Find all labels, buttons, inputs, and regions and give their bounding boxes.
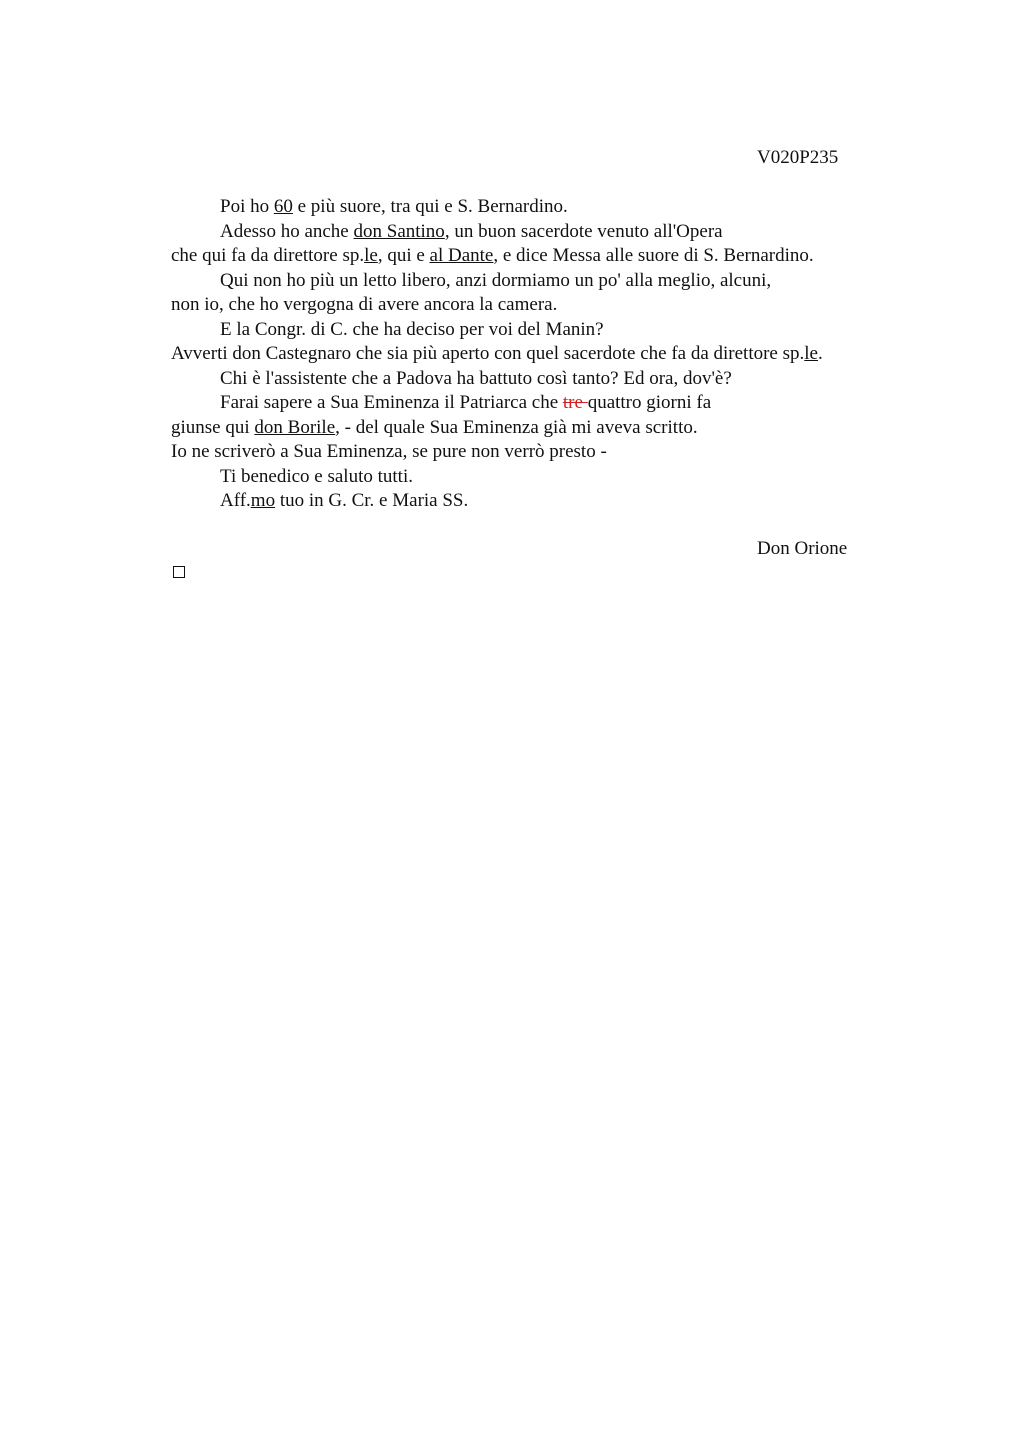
text-segment: E la Congr. di C. che ha deciso per voi del Manin? <box>220 318 604 340</box>
letter-line <box>171 293 911 318</box>
text-segment: Aff. <box>220 490 251 511</box>
underlined-text: le <box>804 343 818 364</box>
letter-line <box>171 489 911 514</box>
text-segment: Ti benedico e saluto tutti. <box>220 465 413 487</box>
letter-line <box>171 220 911 245</box>
letter-line <box>171 195 911 220</box>
text-segment: che qui fa da direttore sp. <box>171 245 365 266</box>
underlined-text: le <box>364 245 378 266</box>
text-segment: e più suore, tra qui e S. Bernardino. <box>292 196 568 217</box>
text-segment: Poi ho <box>220 196 274 217</box>
deleted-text: tre <box>562 392 588 413</box>
checkbox[interactable] <box>173 566 185 578</box>
text-segment: , - del quale Sua Eminenza già mi aveva scritto. <box>335 416 698 438</box>
signature: Don Orione <box>757 538 848 559</box>
underlined-text: al Dante <box>429 245 494 266</box>
letter-line <box>171 318 911 343</box>
underlined-text: 60 <box>273 196 293 217</box>
text-segment: Adesso ho anche <box>220 220 354 242</box>
letter-line <box>171 367 911 392</box>
text-segment: Qui non ho più un letto libero, anzi dormiamo un po' alla meglio, alcuni, <box>220 269 772 291</box>
page-code: V020P235 <box>757 147 839 168</box>
text-segment: . <box>817 343 823 364</box>
text-segment: , e dice Messa alle suore di S. Bernardino. <box>493 245 814 266</box>
text-segment: quattro giorni fa <box>587 392 712 413</box>
letter-line <box>171 440 911 465</box>
underlined-text: don Borile <box>254 416 336 438</box>
text-segment: Avverti don Castegnaro che sia più aperto con quel sacerdote che fa da direttore sp. <box>171 343 805 364</box>
letter-line <box>171 342 911 367</box>
letter-line <box>171 244 911 269</box>
letter-line <box>171 416 911 441</box>
text-segment: tuo in G. Cr. e Maria SS. <box>275 490 469 511</box>
text-segment: , un buon sacerdote venuto all'Opera <box>444 220 723 242</box>
letter-line <box>171 465 911 490</box>
text-segment: Chi è l'assistente che a Padova ha battuto così tanto? Ed ora, dov'è? <box>220 367 732 389</box>
letter-line <box>171 391 911 416</box>
letter-body <box>171 195 911 514</box>
underlined-text: don Santino <box>353 220 445 242</box>
underlined-text: mo <box>250 490 276 511</box>
letter-line <box>171 269 911 294</box>
text-segment: giunse qui <box>171 416 255 438</box>
text-segment: Io ne scriverò a Sua Eminenza, se pure non verrò presto - <box>171 441 607 462</box>
text-segment: Farai sapere a Sua Eminenza il Patriarca che <box>220 392 563 413</box>
text-segment: , qui e <box>377 245 430 266</box>
text-segment: non io, che ho vergogna di avere ancora la camera. <box>171 294 558 315</box>
